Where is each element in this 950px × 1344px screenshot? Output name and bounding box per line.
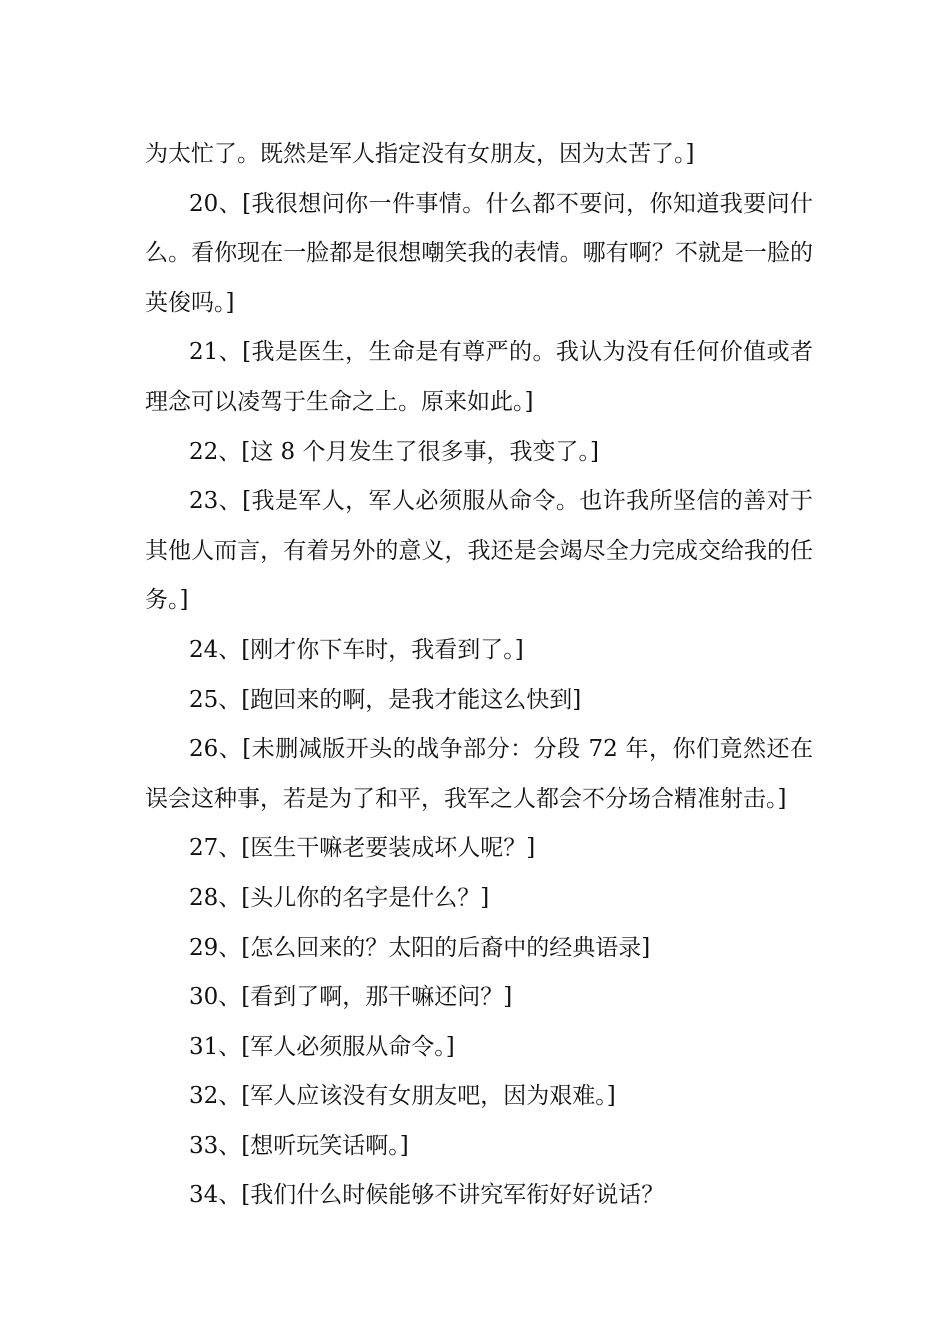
paragraph-26: 26、[未删减版开头的战争部分：分段 72 年，你们竟然还在误会这种事，若是为了和平，我军之人都会不分场合精准射击。] (145, 736, 813, 812)
paragraph-30: 30、[看到了啊，那干嘛还问？] (189, 984, 513, 1011)
paragraph-28: 28、[头儿你的名字是什么？] (189, 884, 490, 911)
paragraph-34: 34、[我们什么时候能够不讲究军衔好好说话？ (189, 1182, 665, 1209)
paragraph-32: 32、[军人应该没有女朋友吧，因为艰难。] (189, 1083, 616, 1110)
paragraph-25: 25、[跑回来的啊，是我才能这么快到] (189, 686, 582, 713)
paragraph-20: 20、[我很想问你一件事情。什么都不要问，你知道我要问什么。看你现在一脸都是很想嘲笑我的表情。哪有啊？不就是一脸的英俊吗。] (145, 190, 813, 316)
paragraph-33: 33、[想听玩笑话啊。] (189, 1132, 409, 1159)
paragraph-23: 23、[我是军人，军人必须服从命令。也许我所坚信的善对于其他人而言，有着另外的意义，我还是会竭尽全力完成交给我的任务。] (145, 488, 813, 614)
paragraph-24: 24、[刚才你下车时，我看到了。] (189, 636, 524, 663)
paragraph-22: 22、[这 8 个月发生了很多事，我变了。] (189, 438, 599, 465)
paragraph-continuation: 为太忙了。既然是军人指定没有女朋友，因为太苦了。] (145, 141, 695, 167)
document-body (145, 130, 813, 1221)
paragraph-27: 27、[医生干嘛老要装成坏人呢？] (189, 835, 536, 862)
paragraph-29: 29、[怎么回来的？太阳的后裔中的经典语录] (189, 934, 651, 961)
paragraph-31: 31、[军人必须服从命令。] (189, 1033, 455, 1060)
paragraph-21: 21、[我是医生，生命是有尊严的。我认为没有任何价值或者理念可以凌驾于生命之上。原来如此。] (145, 339, 813, 415)
